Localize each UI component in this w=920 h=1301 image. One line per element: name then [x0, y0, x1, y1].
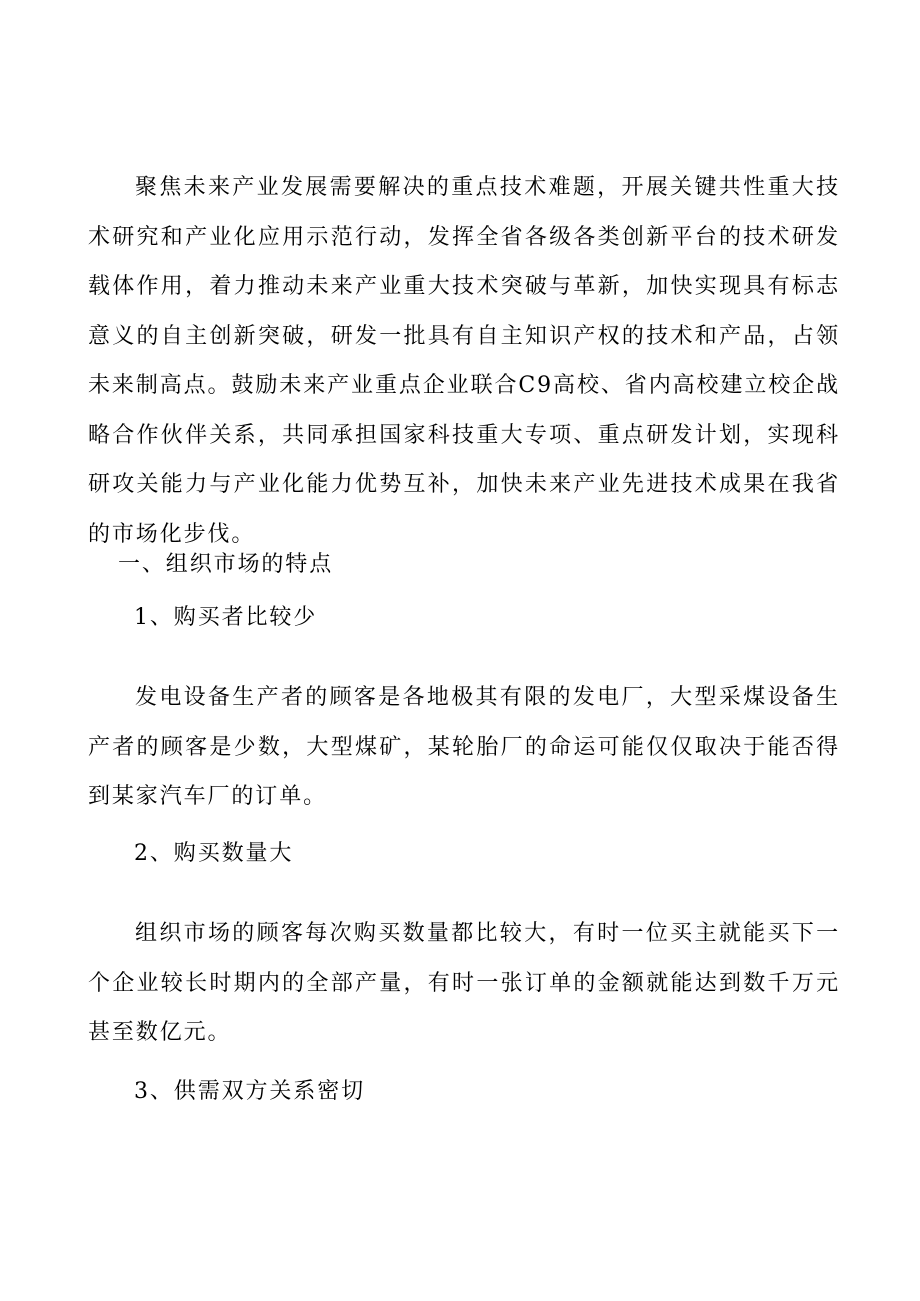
section-heading: 一、组织市场的特点 — [118, 552, 334, 577]
body-paragraph: 发电设备生产者的顾客是各地极其有限的发电厂，大型采煤设备生产者的顾客是少数，大型煤矿，某轮胎厂的命运可能仅仅取决于能否得到某家汽车厂的订单。 — [88, 685, 840, 809]
body-paragraph: 组织市场的顾客每次购买数量都比较大，有时一位买主就能买下一个企业较长时期内的全部产量，有时一张订单的金额就能达到数千万元甚至数亿元。 — [88, 921, 840, 1045]
subheading: 3、供需双方关系密切 — [134, 1079, 365, 1104]
subheading: 2、购买数量大 — [134, 841, 294, 866]
body-paragraph: 聚焦未来产业发展需要解决的重点技术难题，开展关键共性重大技术研究和产业化应用示范行动，发挥全省各级各类创新平台的技术研发载体作用，着力推动未来产业重大技术突破与革新，加快实现具有标志意义的自主创新突破，研发一批具有自主知识产权的技术和产品，占领未来制高点。鼓励未来产业重点企业联合C9高校、省内高校建立校企战略合作伙伴关系，共同承担国家科技重大专项、重点研发计划，实现科研攻关能力与产业化能力优势互补，加快未来产业先进技术成果在我省的市场化步伐。 — [88, 175, 840, 547]
subheading: 1、购买者比较少 — [134, 605, 318, 630]
